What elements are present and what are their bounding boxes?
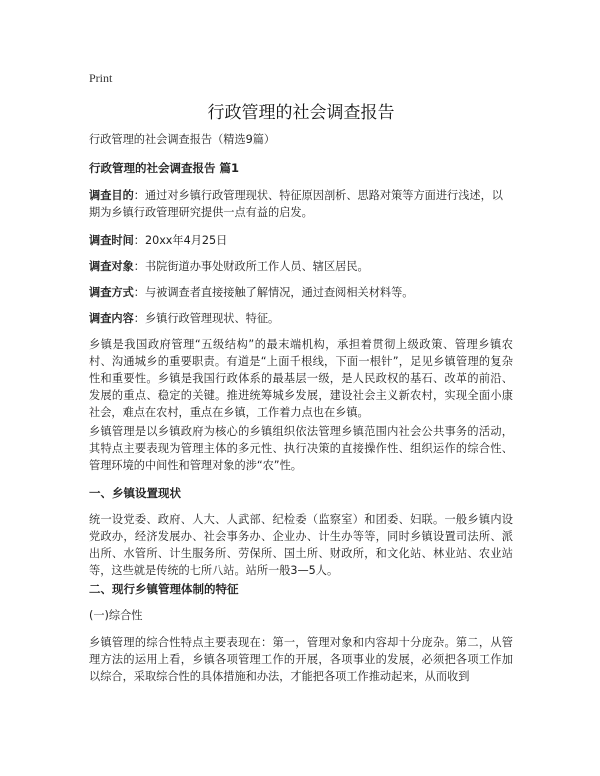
section-heading-1: 一、乡镇设置现状 (89, 486, 181, 500)
section-heading-2: 二、现行乡镇管理体制的特征 (89, 582, 239, 596)
survey-purpose (89, 187, 513, 221)
article-heading: 行政管理的社会调查报告 篇1 (89, 161, 240, 175)
survey-time-label: 调查时间 (89, 234, 134, 247)
survey-subject-label: 调查对象 (89, 260, 134, 273)
body-paragraph-1: 乡镇是我国政府管理“五级结构”的最末端机构，承担着贯彻上级政策、管理乡镇农村、沟通城乡的重要职责。有道是“上面千根线，下面一根针”，足见乡镇管理的复杂性和重要性。乡镇是我国行政体系的最基层一级，是人民政权的基石、改革的前沿、发展的重点、稳定的关键。推进统筹城乡发展，建设社会主义新农村，实现全面小康社会，难点在农村，重点在乡镇，工作着力点也在乡镇。 (89, 338, 513, 419)
page-title: 行政管理的社会调查报告 (207, 103, 395, 123)
survey-method-text: ：与被调查者直接接触了解情况，通过查阅相关材料等。 (133, 286, 414, 299)
survey-purpose-label: 调查目的 (89, 189, 134, 202)
survey-content (89, 310, 513, 327)
survey-time-text: ：20xx年4月25日 (133, 234, 228, 247)
survey-method (89, 284, 513, 301)
print-link[interactable]: Print (89, 71, 113, 85)
body-paragraph-2: 乡镇管理是以乡镇政府为核心的乡镇组织依法管理乡镇范围内社会公共事务的活动，其特点主要表现为管理主体的多元性、执行决策的直接操作性、组织运作的综合性、管理环境的中间性和管理对象的涉“农”性。 (89, 425, 513, 472)
survey-purpose-text: ：通过对乡镇行政管理现状、特征原因剖析、思路对策等方面进行浅述，以期为乡镇行政管理研究提供一点有益的启发。 (89, 189, 503, 219)
section-2-text: 乡镇管理的综合性特点主要表现在：第一，管理对象和内容却十分庞杂。第二，从管理方法的运用上看，乡镇各项管理工作的开展，各项事业的发展，必须把各项工作加以综合，采取综合性的具体措施和办法，才能把各项工作推动起来，从而收到 (89, 636, 513, 683)
survey-subject (89, 258, 513, 275)
survey-content-label: 调查内容 (89, 312, 134, 325)
survey-method-label: 调查方式 (89, 286, 134, 299)
survey-time (89, 232, 513, 249)
document-subtitle: 行政管理的社会调查报告（精选9篇） (89, 133, 276, 146)
survey-subject-text: ：书院街道办事处财政所工作人员、辖区居民。 (133, 260, 369, 273)
sub-heading-comprehensive: (一)综合性 (89, 609, 143, 622)
survey-content-text: ：乡镇行政管理现状、特征。 (133, 312, 280, 325)
section-1-text: 统一设党委、政府、人大、人武部、纪检委（监察室）和团委、妇联。一般乡镇内设党政办，经济发展办、社会事务办、企业办、计生办等等，同时乡镇设置司法所、派出所、水管所、计生服务所、劳保所、国土所、财政所，和文化站、林业站、农业站等，这些就是传统的七所八站。站所一般3—5人。 (89, 513, 513, 577)
